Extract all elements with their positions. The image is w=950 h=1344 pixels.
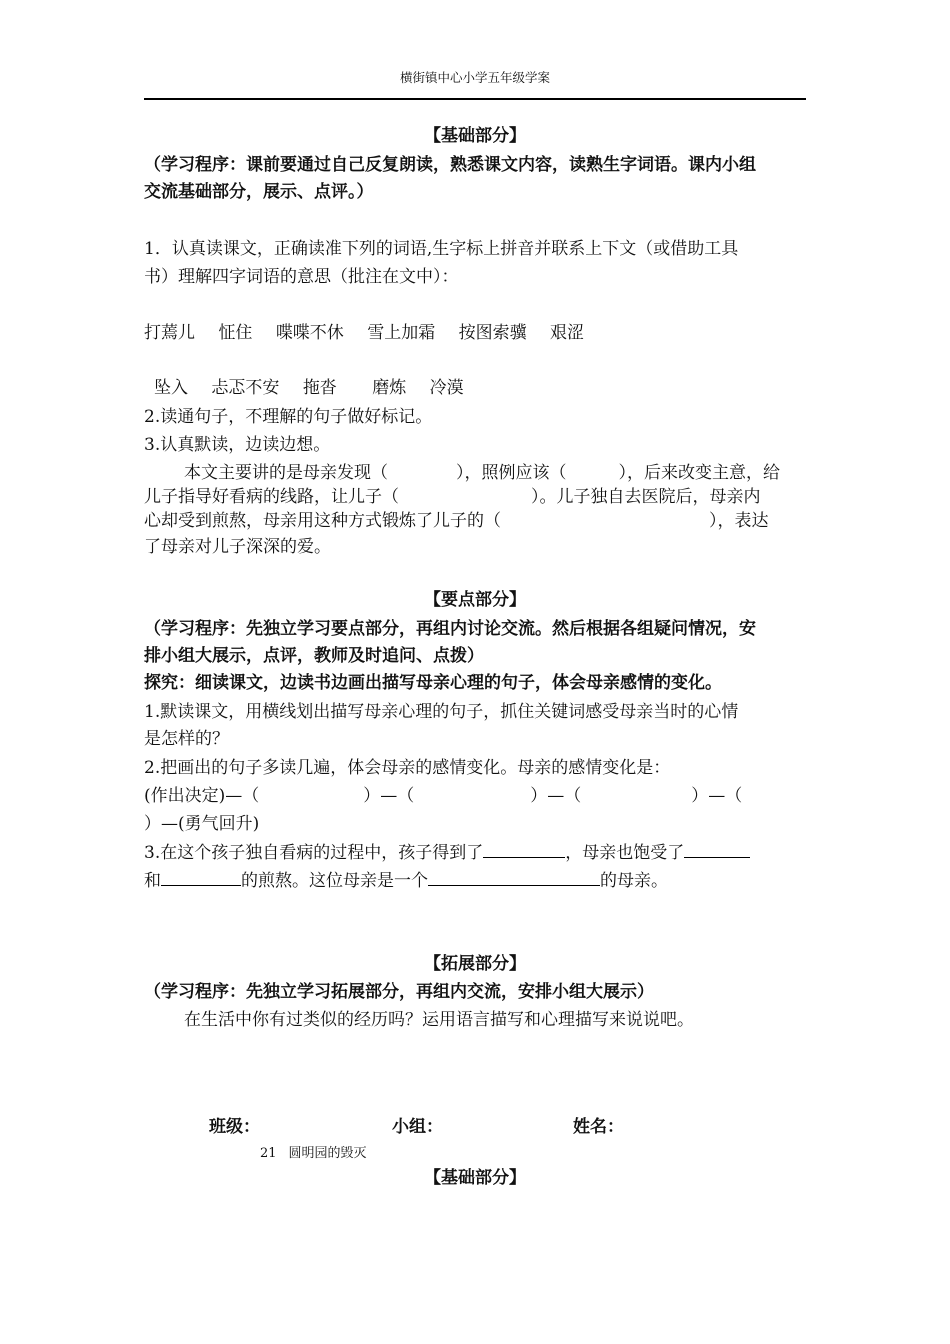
q3-text: ，母亲也饱受了 [565, 843, 685, 863]
emotion-text: ）—（ [691, 786, 743, 806]
vocab-word: 雪上加霜 [367, 323, 436, 343]
vocab-word: 磨炼 [372, 378, 407, 398]
page-header: 横街镇中心小学五年级学案 [399, 70, 550, 85]
vocab-row-2 [154, 376, 816, 400]
key-section-title: 【要点部分】 [424, 590, 526, 610]
vocab-word: 怔住 [218, 323, 253, 343]
basic-question-1-line2: 书）理解四字词语的意思（批注在文中）： [144, 267, 459, 287]
vocab-word: 忐忑不安 [211, 378, 280, 398]
basic-section-title: 【基础部分】 [424, 126, 526, 146]
basic-question-1-line1: 1．认真读课文，正确读准下列的词语,生字标上拼音并联系上下文（或借助工具 [144, 239, 739, 259]
vocab-word: 坠入 [154, 378, 188, 398]
summary-text: 心却受到煎熬，母亲用这种方式锻炼了儿子的（ [144, 511, 501, 531]
key-question-1-line2: 是怎样的？ [144, 729, 229, 749]
summary-text: ），照例应该（ [456, 463, 567, 483]
next-basic-section-title: 【基础部分】 [424, 1168, 526, 1188]
vocab-word: 打蔫儿 [144, 323, 195, 343]
fill-blank[interactable] [428, 868, 600, 886]
key-explore: 探究：细读课文，边读书边画出描写母亲心理的句子，体会母亲感情的变化。 [144, 673, 722, 693]
key-question-1-line1: 1.默读课文，用横线划出描写母亲心理的句子，抓住关键词感受母亲当时的心情 [144, 702, 739, 722]
summary-line-2 [144, 485, 806, 509]
summary-text: ）。儿子独自去医院后，母亲内 [531, 487, 761, 507]
basic-procedure-line2: 交流基础部分，展示、点评。） [144, 182, 374, 202]
q3-text: 和 [144, 871, 161, 891]
summary-line-1 [184, 461, 806, 485]
fill-blank[interactable] [161, 868, 241, 886]
emotion-text: ）—（ [530, 786, 582, 806]
basic-question-2: 2.读通句子，不理解的句子做好标记。 [144, 407, 433, 427]
key-procedure-line1: （学习程序：先独立学习要点部分，再组内讨论交流。然后根据各组疑问情况，安 [144, 619, 756, 639]
key-question-3-line2 [144, 868, 806, 893]
emotion-change-line-end: ）—(勇气回升) [144, 814, 260, 834]
emotion-text: ）—（ [363, 786, 415, 806]
next-lesson-heading [260, 1142, 367, 1161]
q3-text: 3.在这个孩子独自看病的过程中，孩子得到了 [144, 843, 484, 863]
extend-section-title: 【拓展部分】 [424, 954, 526, 974]
q3-text: 的母亲。 [600, 871, 668, 891]
vocab-word: 拖沓 [302, 378, 337, 398]
extend-prompt: 在生活中你有过类似的经历吗？运用语言描写和心理描写来说说吧。 [184, 1010, 694, 1030]
name-label: 姓名： [573, 1117, 624, 1137]
key-procedure-line2: 排小组大展示，点评，教师及时追问、点拨） [144, 646, 484, 666]
vocab-word: 艰涩 [550, 323, 585, 343]
extend-procedure: （学习程序：先独立学习拓展部分，再组内交流，安排小组大展示） [144, 982, 654, 1002]
basic-question-3: 3.认真默读，边读边想。 [144, 435, 331, 455]
summary-text: ），后来改变主意，给 [618, 463, 780, 483]
key-question-2: 2.把画出的句子多读几遍，体会母亲的感情变化。母亲的感情变化是： [144, 758, 671, 778]
class-label: 班级： [209, 1117, 260, 1137]
fill-blank[interactable] [684, 840, 750, 858]
basic-procedure-line1: （学习程序：课前要通过自己反复朗读，熟悉课文内容，读熟生字词语。课内小组 [144, 155, 756, 175]
lesson-number: 21 [260, 1146, 277, 1161]
group-label: 小组： [392, 1117, 443, 1137]
summary-line-3 [144, 509, 806, 533]
summary-text: 本文主要讲的是母亲发现（ [184, 463, 388, 483]
key-question-3-line1 [144, 840, 806, 865]
vocab-word: 喋喋不休 [275, 323, 344, 343]
summary-line-4: 了母亲对儿子深深的爱。 [144, 537, 331, 557]
header-divider [144, 98, 806, 100]
summary-text: 儿子指导好看病的线路，让儿子（ [144, 487, 399, 507]
fill-blank[interactable] [483, 840, 565, 858]
emotion-change-line [144, 784, 806, 808]
emotion-text: (作出决定)—（ [144, 786, 260, 806]
lesson-title: 圆明园的毁灭 [288, 1146, 367, 1161]
summary-text: ），表达 [709, 511, 769, 531]
vocab-word: 按图索骥 [458, 323, 527, 343]
vocab-row-1 [144, 321, 806, 345]
q3-text: 的煎熬。这位母亲是一个 [241, 871, 428, 891]
vocab-word: 冷漠 [429, 378, 464, 398]
